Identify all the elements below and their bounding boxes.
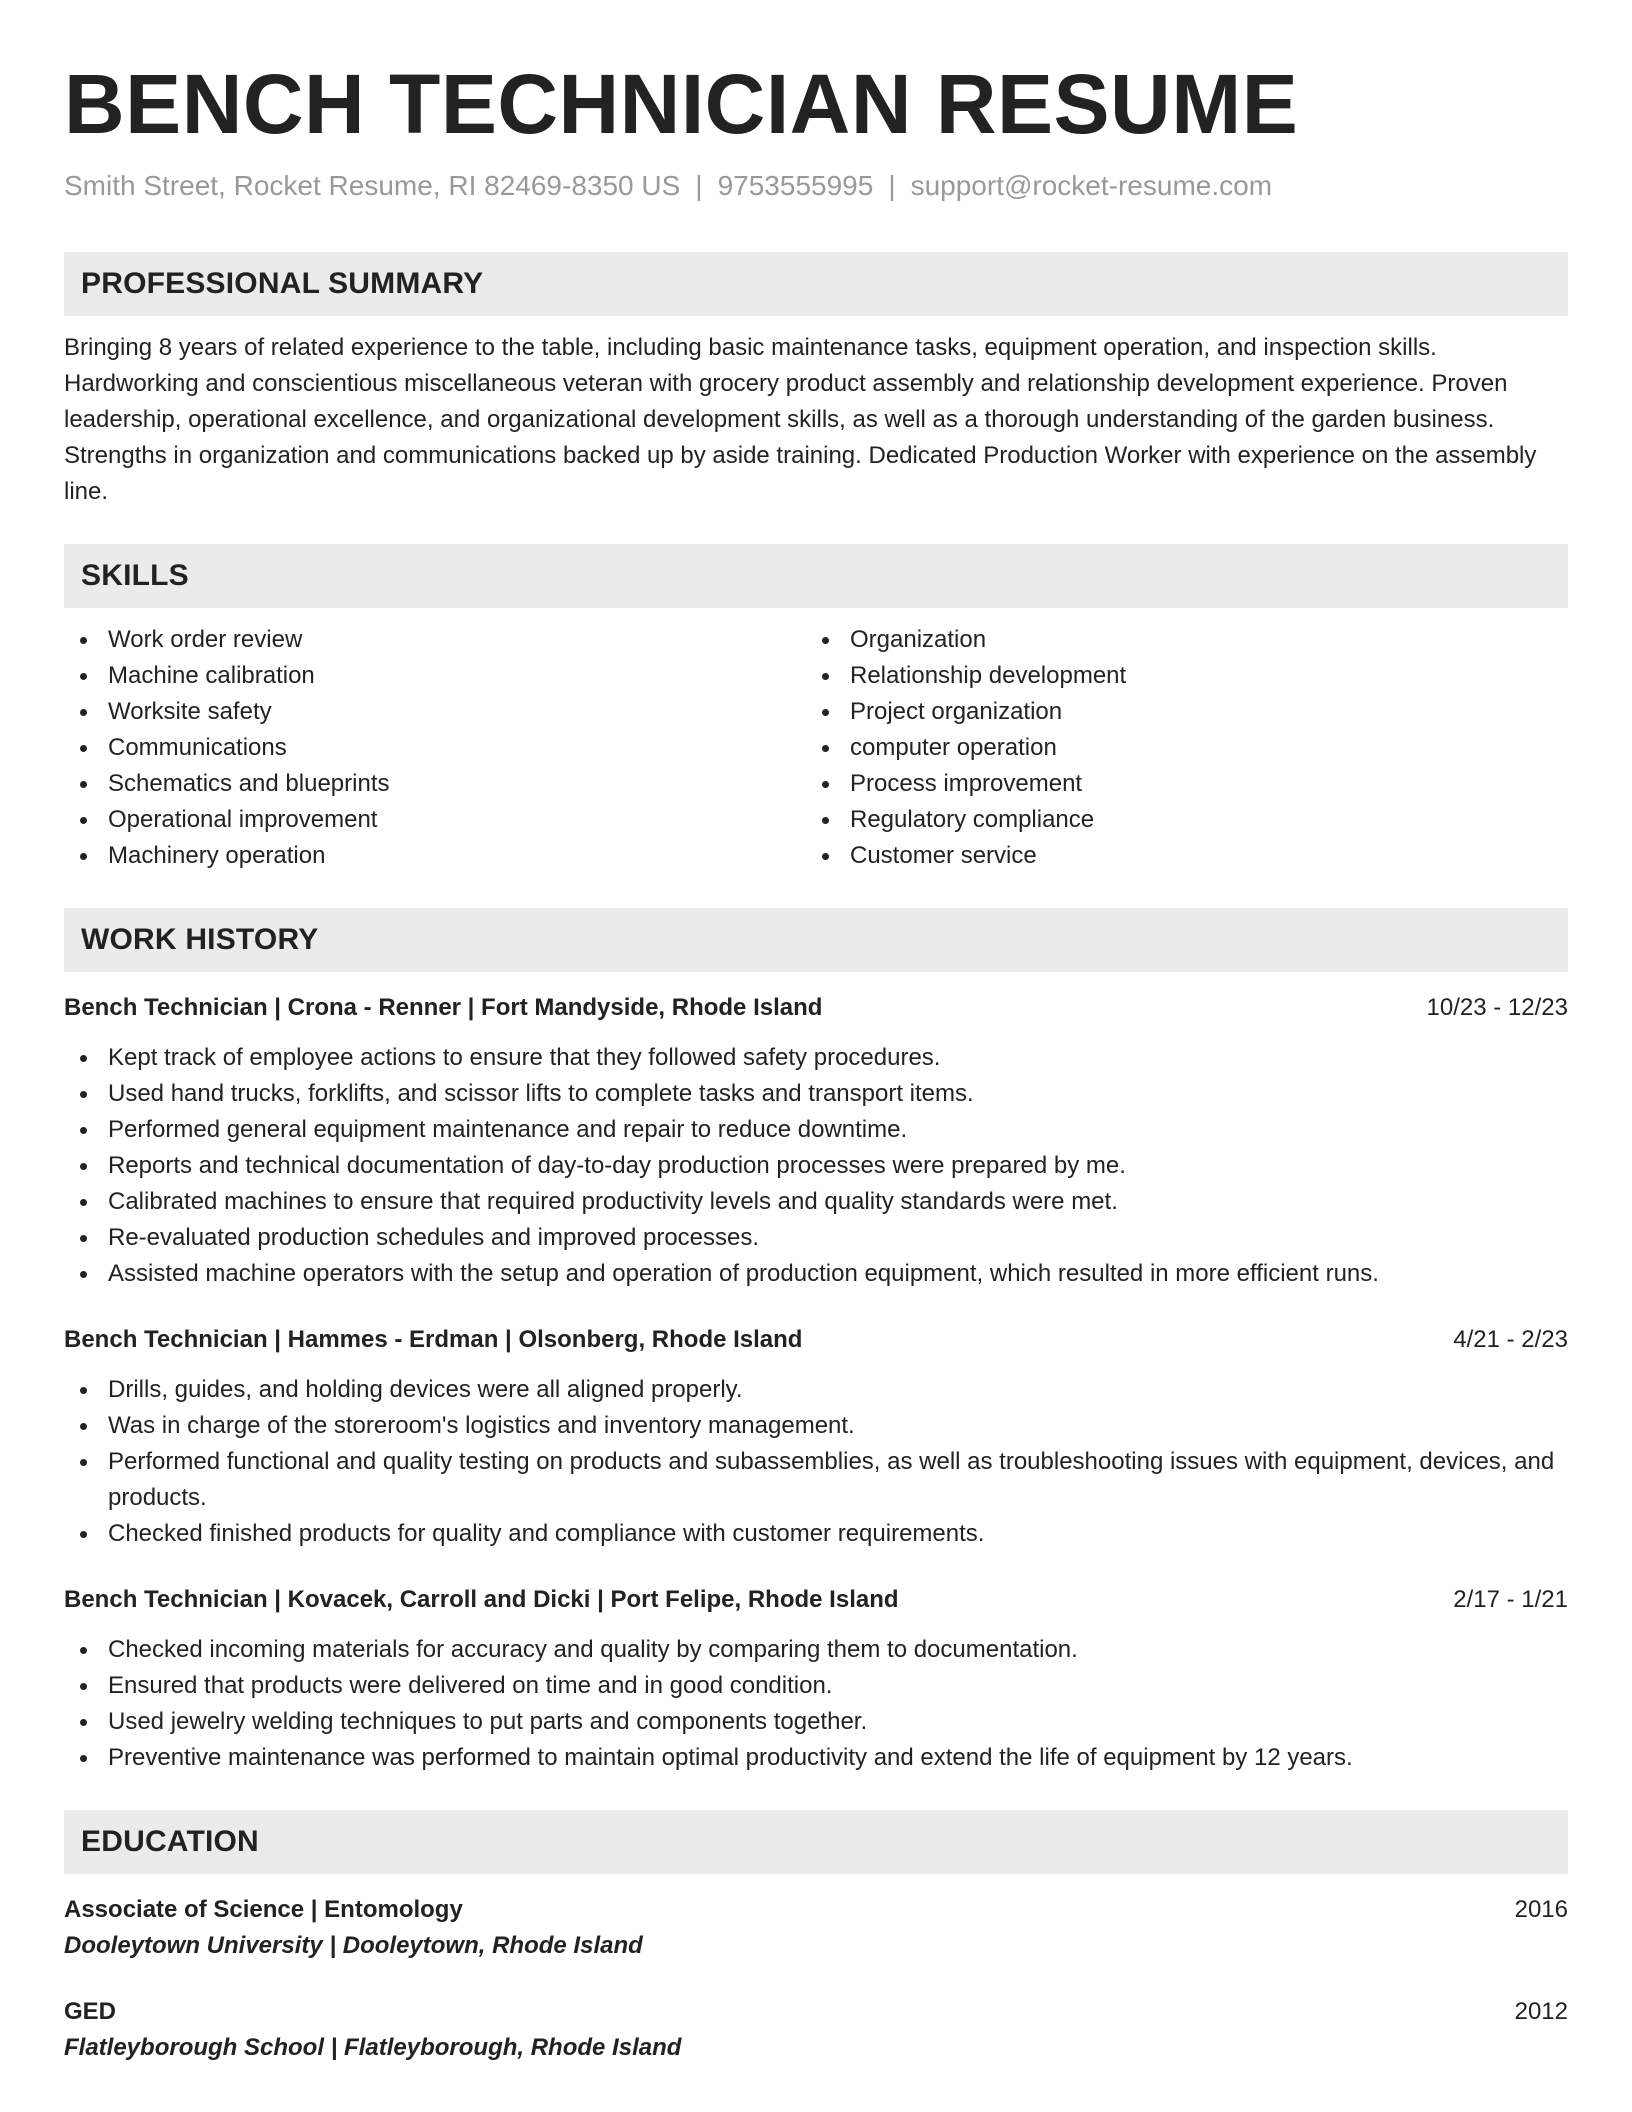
job-header <box>64 1322 1568 1358</box>
job-bullet: Re-evaluated production schedules and improved processes. <box>64 1220 1568 1256</box>
skill-item: Regulatory compliance <box>806 802 1306 838</box>
education-entry <box>64 1892 1568 1964</box>
job-bullet: Kept track of employee actions to ensure that they followed safety procedures. <box>64 1040 1568 1076</box>
job-bullet: Drills, guides, and holding devices were all aligned properly. <box>64 1372 1568 1408</box>
skills-column-left <box>64 622 806 874</box>
job-bullets <box>64 1632 1568 1776</box>
job-header <box>64 990 1568 1026</box>
job-entry <box>64 1582 1568 1776</box>
job-bullet: Used jewelry welding techniques to put parts and components together. <box>64 1704 1568 1740</box>
education-entry <box>64 1994 1568 2066</box>
skill-item: Machine calibration <box>64 658 806 694</box>
job-bullet: Ensured that products were delivered on time and in good condition. <box>64 1668 1568 1704</box>
job-bullet: Performed functional and quality testing on products and subassemblies, as well as troubleshooting issues with equipment, devices, and products. <box>64 1444 1568 1516</box>
job-entry <box>64 990 1568 1292</box>
education-year: 2016 <box>1514 1896 1568 1923</box>
education-year: 2012 <box>1514 1998 1568 2025</box>
education-degree: Associate of Science | Entomology <box>64 1896 463 1923</box>
skill-item: Communications <box>64 730 806 766</box>
job-bullet: Preventive maintenance was performed to maintain optimal productivity and extend the life of equipment by 12 years. <box>64 1740 1568 1776</box>
job-bullet: Checked finished products for quality and compliance with customer requirements. <box>64 1516 1568 1552</box>
section-header-professional-summary: PROFESSIONAL SUMMARY <box>64 252 1568 316</box>
job-title: Bench Technician | Kovacek, Carroll and Dicki | Port Felipe, Rhode Island <box>64 1586 899 1613</box>
skills-column-right <box>806 622 1306 874</box>
skill-item: Project organization <box>806 694 1306 730</box>
section-header-education: EDUCATION <box>64 1810 1568 1874</box>
contact-separator: | <box>695 170 703 201</box>
skill-item: Work order review <box>64 622 806 658</box>
education-school: Flatleyborough School | Flatleyborough, Rhode Island <box>64 2034 682 2061</box>
contact-email: support@rocket-resume.com <box>910 170 1273 201</box>
skill-item: Operational improvement <box>64 802 806 838</box>
job-bullets <box>64 1040 1568 1292</box>
job-bullets <box>64 1372 1568 1552</box>
professional-summary-text: Bringing 8 years of related experience to the table, including basic maintenance tasks, equipment operation, and inspection skills. Hardworking and conscientious miscellaneous veteran with grocery product assembly and relationship development experience. Proven leadership, operational excellence, and organizational development skills, as well as a thorough understanding of the garden business. Strengths in organization and communications backed up by aside training. Dedicated Production Worker with experience on the assembly line. <box>64 334 1537 505</box>
section-header-skills: SKILLS <box>64 544 1568 608</box>
skill-item: Process improvement <box>806 766 1306 802</box>
job-title: Bench Technician | Crona - Renner | Fort Mandyside, Rhode Island <box>64 994 823 1021</box>
job-bullet: Was in charge of the storeroom's logistics and inventory management. <box>64 1408 1568 1444</box>
skill-item: computer operation <box>806 730 1306 766</box>
skill-item: Machinery operation <box>64 838 806 874</box>
job-dates: 4/21 - 2/23 <box>1453 1326 1568 1353</box>
contact-line <box>64 168 1568 204</box>
contact-separator: | <box>888 170 896 201</box>
job-bullet: Calibrated machines to ensure that required productivity levels and quality standards were met. <box>64 1184 1568 1220</box>
job-entry <box>64 1322 1568 1552</box>
skill-item: Relationship development <box>806 658 1306 694</box>
job-dates: 10/23 - 12/23 <box>1426 994 1568 1021</box>
education-header <box>64 1892 1568 1928</box>
education-header <box>64 1994 1568 2030</box>
section-header-work-history: WORK HISTORY <box>64 908 1568 972</box>
skill-item: Schematics and blueprints <box>64 766 806 802</box>
job-header <box>64 1582 1568 1618</box>
skill-item: Organization <box>806 622 1306 658</box>
job-bullet: Used hand trucks, forklifts, and scissor lifts to complete tasks and transport items. <box>64 1076 1568 1112</box>
job-bullet: Performed general equipment maintenance and repair to reduce downtime. <box>64 1112 1568 1148</box>
contact-address: Smith Street, Rocket Resume, RI 82469-8350 US <box>64 170 681 201</box>
skill-item: Worksite safety <box>64 694 806 730</box>
job-title: Bench Technician | Hammes - Erdman | Olsonberg, Rhode Island <box>64 1326 803 1353</box>
education-degree: GED <box>64 1998 117 2025</box>
job-bullet: Assisted machine operators with the setup and operation of production equipment, which resulted in more efficient runs. <box>64 1256 1568 1292</box>
skills-list <box>64 622 1568 874</box>
job-bullet: Reports and technical documentation of day-to-day production processes were prepared by me. <box>64 1148 1568 1184</box>
job-bullet: Checked incoming materials for accuracy and quality by comparing them to documentation. <box>64 1632 1568 1668</box>
contact-phone: 9753555995 <box>717 170 874 201</box>
job-dates: 2/17 - 1/21 <box>1453 1586 1568 1613</box>
education-school: Dooleytown University | Dooleytown, Rhode Island <box>64 1932 643 1959</box>
resume-title: BENCH TECHNICIAN RESUME <box>64 57 1299 151</box>
skill-item: Customer service <box>806 838 1306 874</box>
